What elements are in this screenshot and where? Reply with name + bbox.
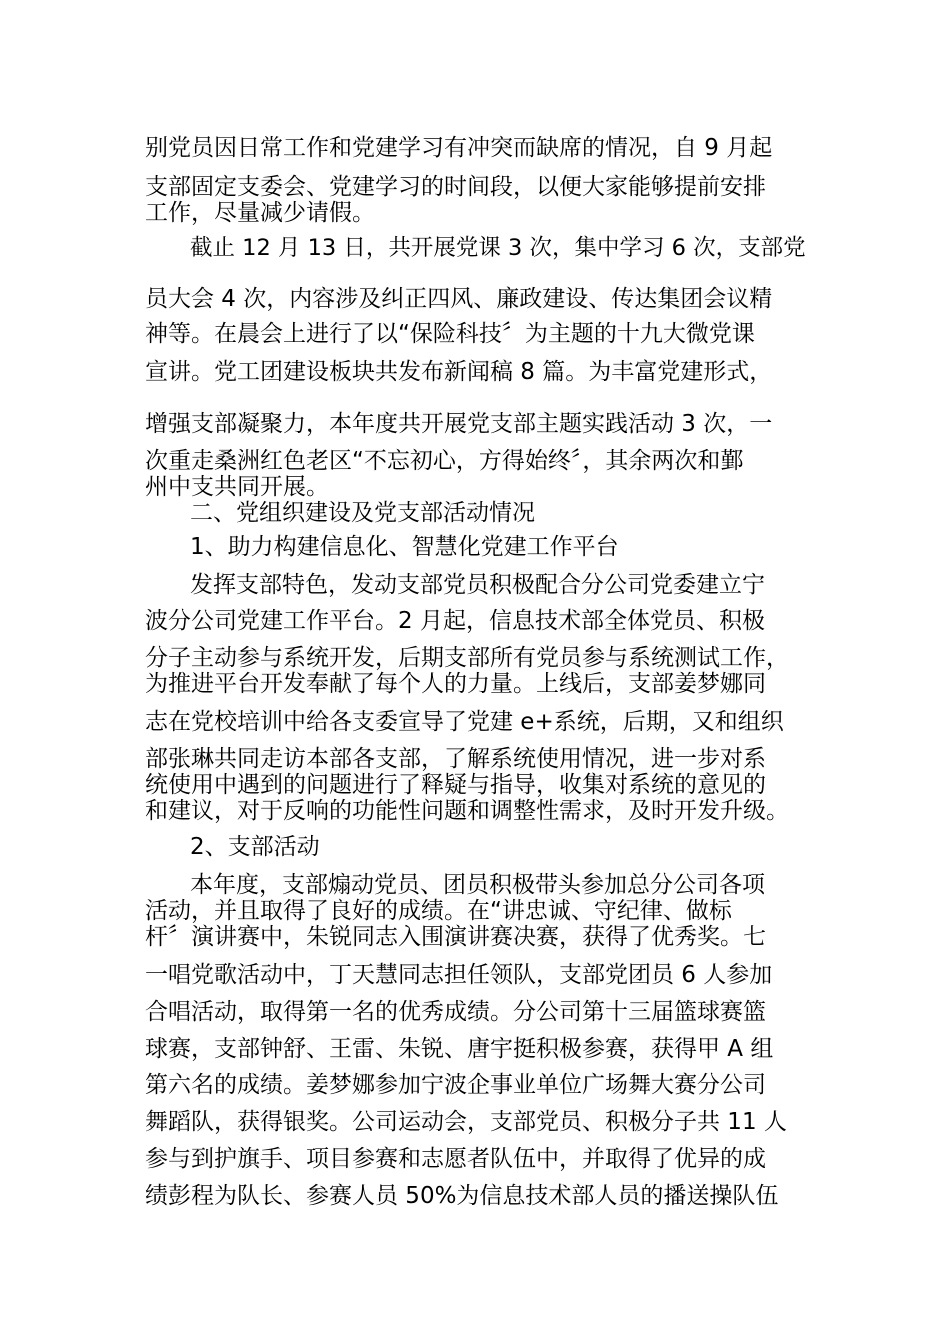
- text-line: 杆〞演讲赛中，朱锐同志入围演讲赛决赛，获得了优秀奖。七: [145, 924, 766, 950]
- text-line: 本年度，支部煽动党员、团员积极带头参加总分公司各项: [190, 872, 765, 898]
- text-line: 分子主动参与系统开发，后期支部所有党员参与系统测试工作，: [145, 645, 789, 671]
- text-line: 神等。在晨会上进行了以“保险科技〞为主题的十九大微党课: [145, 321, 755, 347]
- subsection-heading: 1、助力构建信息化、智慧化党建工作平台: [190, 534, 619, 560]
- text-line: 宣讲。党工团建设板块共发布新闻稿 8 篇。为丰富党建形式，: [145, 359, 773, 385]
- text-line: 第六名的成绩。姜梦娜参加宁波企事业单位广场舞大赛分公司: [145, 1072, 766, 1098]
- subsection-heading: 2、支部活动: [190, 834, 320, 860]
- text-line: 和建议，对于反响的功能性问题和调整性需求，及时开发升级。: [145, 798, 789, 824]
- text-line: 别党员因日常工作和党建学习有冲突而缺席的情况，自 9 月起: [145, 135, 773, 161]
- text-line: 州中支共同开展。: [145, 474, 329, 500]
- text-line: 参与到护旗手、项目参赛和志愿者队伍中，并取得了优异的成: [145, 1146, 766, 1172]
- text-line: 支部固定支委会、党建学习的时间段，以便大家能够提前安排: [145, 174, 766, 200]
- text-line: 工作，尽量减少请假。: [145, 200, 375, 226]
- text-line: 员大会 4 次，内容涉及纠正四风、廉政建设、传达集团会议精: [145, 286, 773, 312]
- text-line: 部张琳共同走访本部各支部，了解系统使用情况，进一步对系: [145, 746, 766, 772]
- text-line: 增强支部凝聚力，本年度共开展党支部主题实践活动 3 次，一: [145, 411, 773, 437]
- text-line: 次重走桑洲红色老区“不忘初心，方得始终〞，其余两次和鄞: [145, 448, 744, 474]
- text-line: 一唱党歌活动中，丁天慧同志担任领队，支部党团员 6 人参加: [145, 962, 773, 988]
- text-line: 截止 12 月 13 日，共开展党课 3 次，集中学习 6 次，支部党: [190, 235, 806, 261]
- text-line: 舞蹈队，获得银奖。公司运动会，支部党员、积极分子共 11 人: [145, 1109, 787, 1135]
- text-line: 合唱活动，取得第一名的优秀成绩。分公司第十三届篮球赛篮: [145, 999, 766, 1025]
- text-line: 球赛，支部钟舒、王雷、朱锐、唐宇挺积极参赛，获得甲 A 组: [145, 1036, 774, 1062]
- text-line: 绩彭程为队长、参赛人员 50%为信息技术部人员的播送操队伍: [145, 1183, 779, 1209]
- section-heading: 二、党组织建设及党支部活动情况: [190, 500, 535, 526]
- text-line: 为推进平台开发奉献了每个人的力量。上线后，支部姜梦娜同: [145, 671, 766, 697]
- text-line: 活动，并且取得了良好的成绩。在“讲忠诚、守纪律、做标: [145, 898, 732, 924]
- text-line: 发挥支部特色，发动支部党员积极配合分公司党委建立宁: [190, 572, 765, 598]
- text-line: 统使用中遇到的问题进行了释疑与指导，收集对系统的意见的: [145, 772, 766, 798]
- text-line: 志在党校培训中给各支委宣导了党建 e+系统，后期，又和组织: [145, 709, 784, 735]
- text-line: 波分公司党建工作平台。2 月起，信息技术部全体党员、积极: [145, 608, 765, 634]
